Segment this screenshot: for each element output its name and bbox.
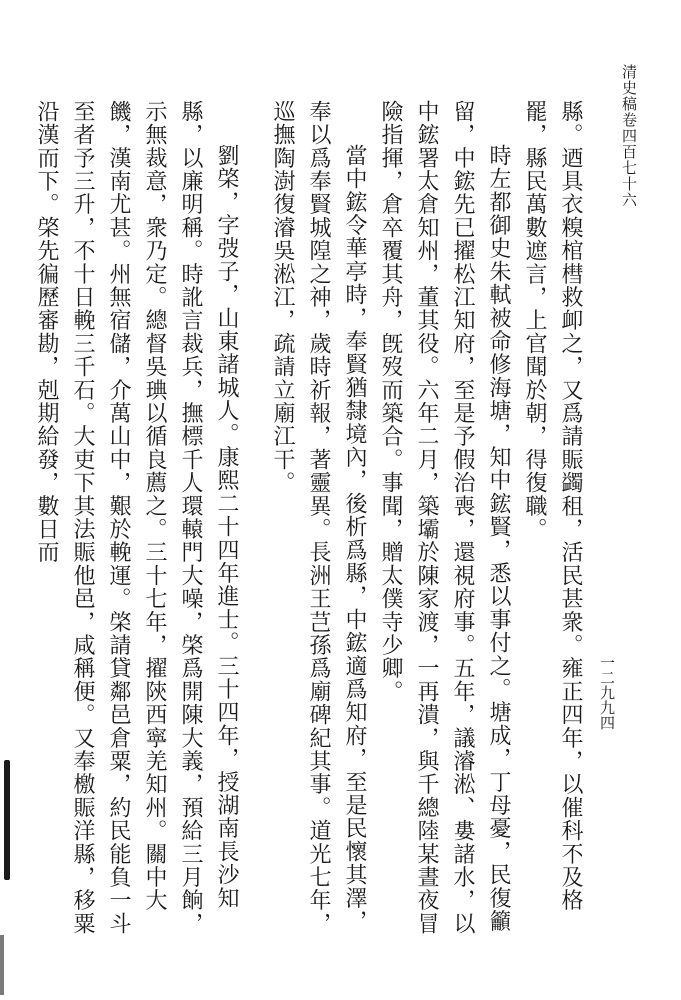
page-number: 一二九九四: [598, 655, 616, 730]
running-title: 清史稿卷四百七十六: [620, 64, 638, 208]
paragraph-2: 時左都御史朱軾被命修海塘，知中鋐賢，悉以事付之。塘成，丁母憂，民復籲留，中鋐先已擢松江知府，至是予假治喪，還視府事。五年，議濬淞、婁諸水，以中鋐署太倉知州，董其役。六年二月，築壩於陳家渡，一再潰，與千總陸某晝夜冒險指揮，倉卒覆其舟，旣歿而築合。事聞，贈太僕寺少卿。: [378, 100, 511, 936]
paragraph-4: 劉棨，字弢子，山東諸城人。康熙二十四年進士。三十四年，授湖南長沙知縣，以廉明稱。時訛言裁兵，撫標千人環轅門大噪，棨爲開陳大義，預給三月餉，示無裁意，衆乃定。總督吳琠以循良薦之。三十七年，擢陝西寧羌知州。關中大饑，漢南尤甚。州無宿儲，介萬山中，艱於輓運。棨請貸鄰邑倉粟，約民能負一斗至者予三升，不十日輓三千石。大吏下其法賑他邑，咸稱便。又奉檄賑洋縣，移粟沿漢而下。棨先徧歷審勘，剋期給發，數日而: [34, 100, 239, 936]
scan-edge-mark: [0, 935, 4, 995]
scan-artifact-mark: [4, 760, 10, 880]
paragraph-3: 當中鋐令華亭時，奉賢猶隸境內，後析爲縣，中鋐適爲知府，至是民懷其澤，奉以爲奉賢城隍之神，歲時祈報，著靈異。長洲王芑孫爲廟碑紀其事。道光七年，巡撫陶澍復濬吳淞江，疏請立廟江干。: [270, 100, 367, 936]
body-text: [34, 100, 588, 945]
paragraph-1: 縣。迺具衣糗棺槥救卹之，又爲請賑蠲租，活民甚衆。雍正四年，以催科不及格罷，縣民萬數遮言，上官聞於朝，得復職。: [522, 100, 583, 912]
